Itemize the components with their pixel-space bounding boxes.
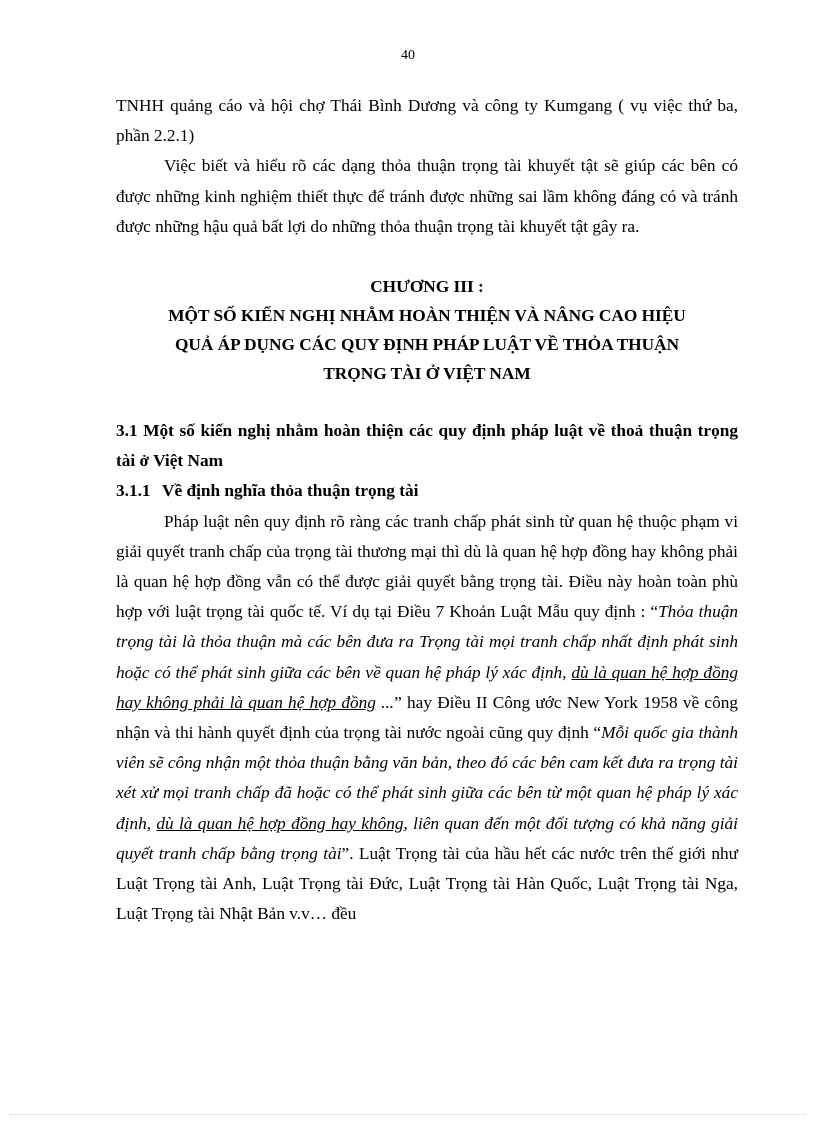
body-text-1: Pháp luật nên quy định rõ ràng các tranh chấp phát sinh từ quan hệ thuộc phạm vi giải quyết tranh chấp của trọng tài thương mại thì dù là quan hệ hợp đồng hay không phải là quan hệ hợp đồng vẫn có thể được giải quyết bằng trọng tài. Điều này hoàn toàn phù hợp với luật trọng tài quốc tế. Ví dụ tại Điều 7 Khoản Luật Mẫu quy định : “ bbox=[116, 511, 738, 622]
paragraph-definition bbox=[116, 507, 738, 930]
quote-new-york-underlined: dù là quan hệ hợp đồng hay không bbox=[156, 813, 404, 833]
quote-model-law-underlined: dù là quan hệ hợp đồng hay không phải là quan hệ hợp đồng bbox=[116, 662, 738, 712]
page-number: 40 bbox=[401, 48, 415, 63]
chapter-heading bbox=[116, 272, 738, 388]
document-body bbox=[116, 91, 738, 929]
section-heading: 3.1 Một số kiến nghị nhằm hoàn thiện các quy định pháp luật về thoả thuận trọng tài ở Việt Nam bbox=[116, 421, 738, 471]
chapter-title-line-3: TRỌNG TÀI Ở VIỆT NAM bbox=[323, 364, 531, 384]
subsection-title: Về định nghĩa thỏa thuận trọng tài bbox=[162, 481, 419, 501]
subsection-number: 3.1.1 bbox=[116, 481, 151, 501]
chapter-title-line-1: MỘT SỐ KIẾN NGHỊ NHẰM HOÀN THIỆN VÀ NÂNG CAO HIỆU bbox=[168, 306, 686, 326]
page-footer-rule bbox=[10, 1114, 806, 1115]
body-text-3: ”. Luật Trọng tài của hầu hết các nước trên thế giới như Luật Trọng tài Anh, Luật Trọng tài Đức, Luật Trọng tài Hàn Quốc, Luật Trọng tài Nga, Luật Trọng tài Nhật Bản v.v… đều bbox=[116, 843, 738, 924]
paragraph-defective-agreements: Việc biết và hiểu rõ các dạng thỏa thuận trọng tài khuyết tật sẽ giúp các bên có được những kinh nghiệm thiết thực để tránh được những sai lầm không đáng có và tránh được những hậu quả bất lợi do những thỏa thuận trọng tài khuyết tật gây ra. bbox=[116, 156, 738, 236]
quote-model-law-ellipsis: ... bbox=[375, 692, 395, 712]
subsection-heading bbox=[116, 476, 738, 506]
quote-new-york-end: , liên quan đến một đối tượng có khả năng giải quyết tranh chấp bằng trọng tài bbox=[116, 813, 738, 863]
body-text-2: ” hay Điều II Công ước New York 1958 về công nhận và thi hành quyết định của trọng tài nước ngoài cũng quy định “ bbox=[116, 692, 738, 743]
chapter-label: CHƯƠNG III : bbox=[370, 277, 484, 297]
quote-model-law: Thỏa thuận trọng tài là thỏa thuận mà các bên đưa ra Trọng tài mọi tranh chấp nhất định phát sinh hoặc có thể phát sinh giữa các bên về quan hệ pháp lý xác định, bbox=[116, 602, 738, 682]
paragraph-continuation: TNHH quảng cáo và hội chợ Thái Bình Dương và công ty Kumgang ( vụ việc thứ ba, phần 2.2.1) bbox=[116, 96, 738, 146]
quote-new-york-convention: Mỗi quốc gia thành viên sẽ công nhận một thỏa thuận bằng văn bản, theo đó các bên cam kết đưa ra trọng tài xét xử mọi tranh chấp đã hoặc có thể phát sinh giữa các bên từ một quan hệ pháp lý xác định, bbox=[116, 723, 738, 833]
chapter-title-line-2: QUẢ ÁP DỤNG CÁC QUY ĐỊNH PHÁP LUẬT VỀ THỎA THUẬN bbox=[174, 335, 680, 355]
